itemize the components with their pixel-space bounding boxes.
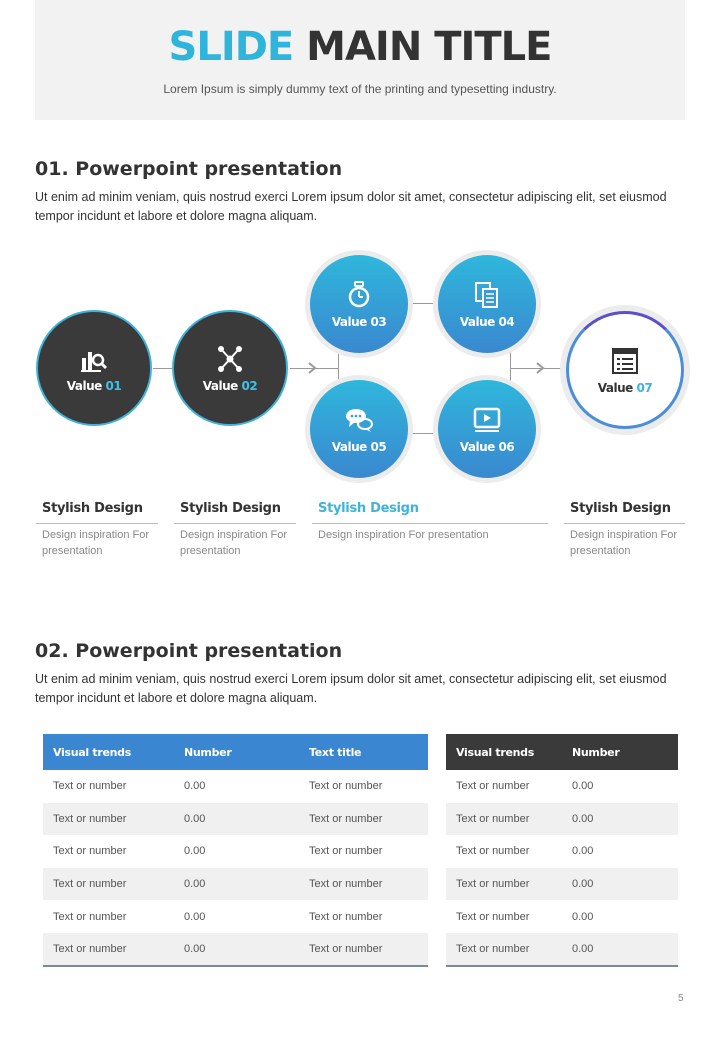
caption-divider bbox=[174, 523, 296, 524]
value-node-04 bbox=[438, 255, 536, 353]
table-row bbox=[446, 803, 678, 836]
page-number: 5 bbox=[678, 993, 684, 1004]
caption-divider bbox=[312, 523, 548, 524]
table-cell: Text or number bbox=[43, 933, 174, 966]
table-header-cell: Number bbox=[562, 734, 678, 770]
chevron-right-icon bbox=[306, 362, 318, 374]
table-cell: Text or number bbox=[299, 868, 428, 901]
caption-desc: Design inspiration For presentation bbox=[180, 529, 287, 557]
page-title bbox=[35, 25, 685, 69]
value-node-03 bbox=[310, 255, 408, 353]
data-table-2 bbox=[446, 734, 678, 967]
section1-title: 01. Powerpoint presentation bbox=[35, 158, 343, 180]
value-node-05 bbox=[310, 380, 408, 478]
node-label: Value 01 bbox=[66, 378, 122, 393]
network-icon bbox=[215, 344, 245, 374]
table-cell: 0.00 bbox=[174, 933, 299, 966]
table-cell: Text or number bbox=[53, 780, 127, 793]
table-row bbox=[43, 900, 428, 933]
table-cell: Text or number bbox=[456, 780, 530, 793]
stopwatch-icon bbox=[344, 280, 374, 310]
connector bbox=[153, 368, 173, 369]
table-header-row bbox=[43, 734, 428, 770]
caption-desc: Design inspiration For presentation bbox=[570, 529, 677, 557]
table-cell: 0.00 bbox=[572, 780, 594, 793]
browser-window-icon bbox=[610, 346, 640, 376]
table-cell: Text or number bbox=[456, 910, 530, 923]
table-cell: Text or number bbox=[446, 868, 562, 901]
table-cell: 0.00 bbox=[572, 845, 594, 858]
table-row bbox=[446, 835, 678, 868]
caption-title: Stylish Design bbox=[318, 501, 419, 516]
section2-body: Ut enim ad minim veniam, quis nostrud exerci Lorem ipsum dolor sit amet, consectetur adipiscing elit, set eiusmod tempor incidunt et labore et dolore magna aliquam. bbox=[35, 672, 667, 705]
node-label: Value 06 bbox=[459, 439, 515, 454]
table-header-cell: Visual trends bbox=[43, 734, 174, 770]
table-cell: Text or number bbox=[299, 933, 428, 966]
video-player-icon bbox=[472, 405, 502, 435]
node-label: Value 07 bbox=[597, 380, 653, 395]
table-cell: 0.00 bbox=[184, 780, 206, 793]
documents-icon bbox=[472, 280, 502, 310]
table-row bbox=[446, 770, 678, 803]
chat-bubbles-icon bbox=[344, 405, 374, 435]
caption-divider bbox=[564, 523, 685, 524]
table-cell: Text or number bbox=[309, 780, 383, 793]
value-node-02 bbox=[172, 310, 288, 426]
table-cell: 0.00 bbox=[562, 868, 678, 901]
table-cell: 0.00 bbox=[174, 868, 299, 901]
table-cell: 0.00 bbox=[572, 910, 594, 923]
page-subtitle: Lorem Ipsum is simply dummy text of the printing and typesetting industry. bbox=[163, 82, 557, 96]
table-cell: Text or number bbox=[446, 933, 562, 966]
table-cell: 0.00 bbox=[184, 845, 206, 858]
data-table-1 bbox=[43, 734, 428, 967]
title-rest: MAIN TITLE bbox=[306, 24, 552, 70]
table-row bbox=[446, 868, 678, 901]
table-cell: 0.00 bbox=[562, 933, 678, 966]
table-cell: Text or number bbox=[456, 845, 530, 858]
table-row bbox=[43, 933, 428, 966]
table-row bbox=[43, 835, 428, 868]
node-label: Value 03 bbox=[331, 314, 387, 329]
table-row bbox=[446, 900, 678, 933]
table-cell: Text or number bbox=[299, 803, 428, 836]
value-node-07 bbox=[566, 311, 684, 429]
table-row bbox=[43, 770, 428, 803]
table-header-row bbox=[446, 734, 678, 770]
caption-divider bbox=[36, 523, 158, 524]
table-row bbox=[43, 803, 428, 836]
chart-search-icon bbox=[79, 344, 109, 374]
caption-title: Stylish Design bbox=[570, 501, 671, 516]
header-panel bbox=[35, 0, 685, 120]
table-header-cell: Text title bbox=[299, 734, 428, 770]
table-row bbox=[446, 933, 678, 966]
table-header-cell: Number bbox=[174, 734, 299, 770]
caption-title: Stylish Design bbox=[42, 501, 143, 516]
value-node-06 bbox=[438, 380, 536, 478]
chevron-right-icon bbox=[534, 362, 546, 374]
table-cell: Text or number bbox=[446, 803, 562, 836]
title-accent: SLIDE bbox=[168, 24, 294, 70]
table-cell: Text or number bbox=[309, 910, 383, 923]
table-cell: 0.00 bbox=[562, 803, 678, 836]
table-header-cell: Visual trends bbox=[446, 734, 562, 770]
caption-desc: Design inspiration For presentation bbox=[318, 529, 489, 541]
table-cell: Text or number bbox=[43, 803, 174, 836]
section1-body: Ut enim ad minim veniam, quis nostrud exerci Lorem ipsum dolor sit amet, consectetur adipiscing elit, set eiusmod tempor incidunt et labore et dolore magna aliquam. bbox=[35, 190, 667, 223]
table-cell: Text or number bbox=[53, 845, 127, 858]
section2-title: 02. Powerpoint presentation bbox=[35, 640, 343, 662]
table-cell: Text or number bbox=[43, 868, 174, 901]
node-label: Value 05 bbox=[331, 439, 387, 454]
table-cell: Text or number bbox=[309, 845, 383, 858]
node-label: Value 02 bbox=[202, 378, 258, 393]
caption-title: Stylish Design bbox=[180, 501, 281, 516]
table-cell: 0.00 bbox=[184, 910, 206, 923]
table-cell: Text or number bbox=[53, 910, 127, 923]
node-label: Value 04 bbox=[459, 314, 515, 329]
table-row bbox=[43, 868, 428, 901]
caption-desc: Design inspiration For presentation bbox=[42, 529, 149, 557]
table-cell: 0.00 bbox=[174, 803, 299, 836]
value-node-01 bbox=[36, 310, 152, 426]
